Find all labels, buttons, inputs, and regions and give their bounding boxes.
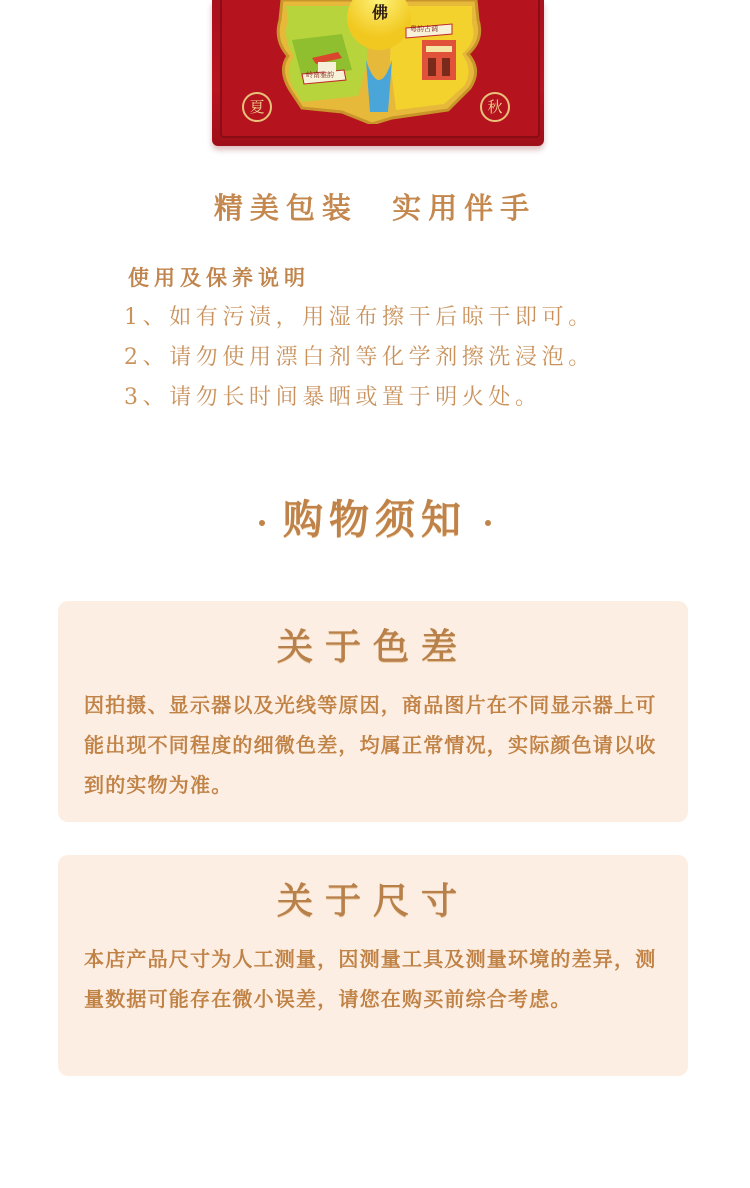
care-instructions-title: 使用及保养说明 <box>128 265 310 290</box>
care-item: 1、如有污渍，用湿布擦干后晾干即可。 <box>124 305 595 330</box>
magnet-label-right: 粤韵古调 <box>410 25 438 33</box>
magnet-label-left: 岭南雅韵 <box>306 71 334 79</box>
bullet-dot-icon <box>259 520 265 526</box>
shopping-notice-title: 购物须知 <box>283 496 467 543</box>
care-item: 2、请勿使用漂白剂等化学剂擦洗浸泡。 <box>124 345 595 370</box>
shopping-notice-heading <box>0 488 750 545</box>
bullet-dot-icon <box>485 520 491 526</box>
packaging-slogan: 精美包装 实用伴手 <box>213 191 537 225</box>
size-title: 关于尺寸 <box>276 880 469 922</box>
size-card <box>58 855 688 1076</box>
size-text: 本店产品尺寸为人工测量，因测量工具及测量环境的差异，测量数据可能存在微小误差，请您在购买前综合考虑。 <box>84 947 657 1011</box>
color-difference-text: 因拍摄、显示器以及光线等原因，商品图片在不同显示器上可能出现不同程度的细微色差，均属正常情况，实际颜色请以收到的实物为准。 <box>84 693 657 797</box>
color-difference-card <box>58 601 688 822</box>
season-seal-autumn: 秋 <box>480 92 510 122</box>
care-item: 3、请勿长时间暴晒或置于明火处。 <box>124 385 542 410</box>
care-instructions-list <box>124 300 595 420</box>
product-photo <box>212 0 544 150</box>
color-difference-title: 关于色差 <box>276 626 469 668</box>
magnet-center-character: 佛 <box>372 3 389 22</box>
season-seal-summer: 夏 <box>242 92 272 122</box>
